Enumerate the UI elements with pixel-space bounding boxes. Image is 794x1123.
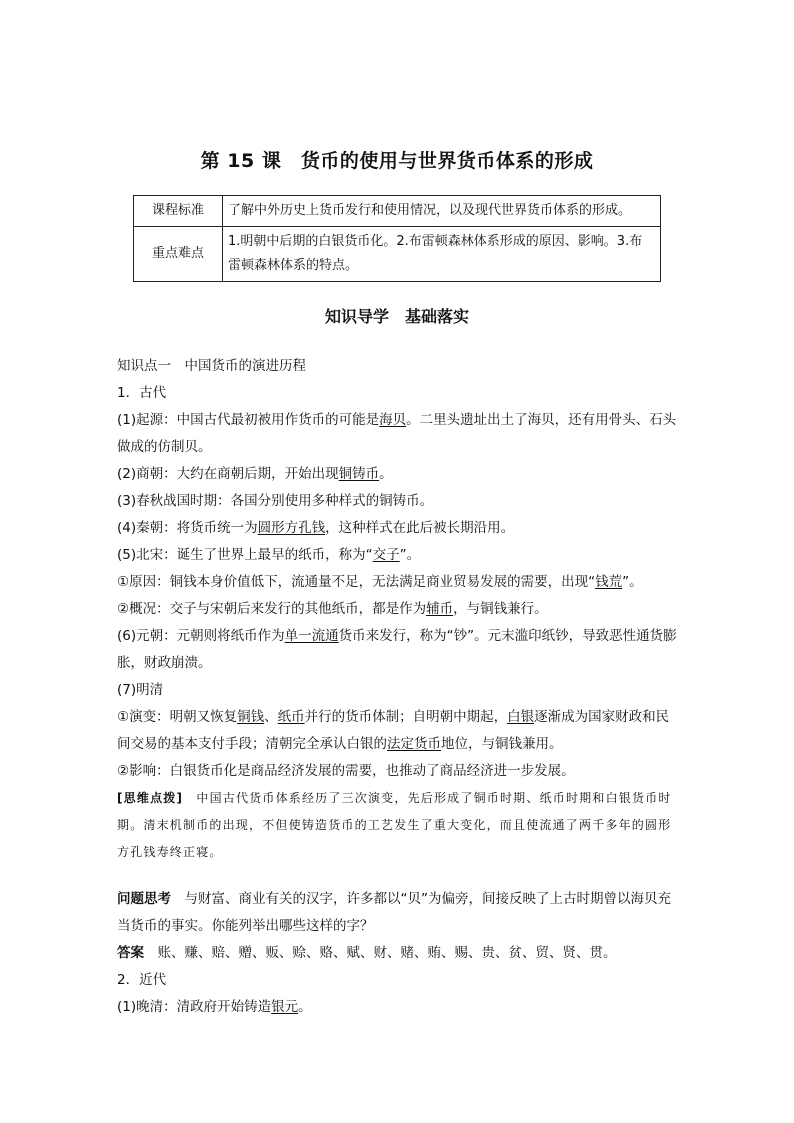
paragraph-shang: (2)商朝：大约在商朝后期，开始出现铜铸币。	[117, 466, 393, 482]
paragraph-origin: (1)起源：中国古代最初被用作货币的可能是海贝。二里头遗址出土了海贝，还有用骨头、石头做成的仿制贝。	[117, 412, 677, 455]
paragraph-ming-qing: (7)明清	[117, 682, 164, 698]
answer-underline: 辅币	[426, 601, 454, 617]
lesson-title: 第 15 课 货币的使用与世界货币体系的形成	[200, 150, 594, 172]
paragraph-late-qing: (1)晚清：清政府开始铸造银元。	[117, 999, 312, 1015]
answer-block: 答案 账、赚、赔、赠、贩、赊、赂、赋、财、赌、贿、赐、贵、贫、贸、贤、贯。	[117, 945, 617, 961]
answer-underline: 铜铸币	[338, 466, 380, 482]
question-block: 问题思考 与财富、商业有关的汉字，许多都以“贝”为偏旁，间接反映了上古时期曾以海贝充当货币的事实。你能列举出哪些这样的字？	[117, 891, 671, 934]
answer-underline: 纸币	[277, 709, 305, 725]
answer-underline: 银元	[271, 999, 299, 1015]
knowledge-point-heading: 知识点一 中国货币的演进历程	[117, 358, 306, 374]
subheading-modern: 2．近代	[117, 972, 167, 988]
paragraph-yuan: (6)元朝：元朝则将纸币作为单一流通货币来发行，称为“钞”。元末滥印纸钞，导致恶性通货膨胀，财政崩溃。	[117, 628, 677, 671]
paragraph-spring-autumn: (3)春秋战国时期：各国分别使用多种样式的铜铸币。	[117, 493, 434, 509]
row-label: 课程标准	[134, 196, 223, 227]
course-standard-table	[133, 195, 661, 282]
table-row	[134, 227, 661, 282]
document-body	[117, 353, 682, 1021]
row-label: 重点难点	[134, 227, 223, 282]
row-text: 了解中外历史上货币发行和使用情况，以及现代世界货币体系的形成。	[223, 196, 661, 227]
thinking-tip: [思维点拨] 中国古代货币体系经历了三次演变，先后形成了铜币时期、纸币时期和白银货币时期。清末机制币的出现，不但使铸造货币的工艺发生了重大变化，而且使流通了两千多年的圆形方孔钱寿终正寝。	[117, 791, 672, 859]
section-title: 知识导学 基础落实	[324, 307, 469, 326]
answer-underline: 圆形方孔钱	[257, 520, 326, 536]
answer-underline: 单一流通	[284, 628, 339, 644]
row-text: 1.明朝中后期的白银货币化。2.布雷顿森林体系形成的原因、影响。3.布雷顿森林体系的特点。	[223, 227, 661, 282]
tip-label: [思维点拨]	[117, 791, 184, 805]
subheading-ancient: 1．古代	[117, 385, 167, 401]
answer-underline: 海贝	[379, 412, 407, 428]
answer-label: 答案	[117, 945, 144, 961]
answer-underline: 钱荒	[595, 574, 623, 590]
spacer	[117, 866, 682, 886]
table-row	[134, 196, 661, 227]
paragraph-impact: ②影响：白银货币化是商品经济发展的需要，也推动了商品经济进一步发展。	[117, 763, 575, 779]
answer-underline: 交子	[372, 547, 400, 563]
paragraph-qin: (4)秦朝：将货币统一为圆形方孔钱，这种样式在此后被长期沿用。	[117, 520, 515, 536]
answer-underline: 铜钱	[237, 709, 265, 725]
paragraph-evolution: ①演变：明朝又恢复铜钱、纸币并行的货币体制；自明朝中期起，白银逐渐成为国家财政和民间交易的基本支付手段；清朝完全承认白银的法定货币地位，与铜钱兼用。	[117, 709, 670, 752]
paragraph-overview: ②概况：交子与宋朝后来发行的其他纸币，都是作为辅币，与铜钱兼行。	[117, 601, 548, 617]
paragraph-reason: ①原因：铜钱本身价值低下，流通量不足，无法满足商业贸易发展的需要，出现“钱荒”。	[117, 574, 643, 590]
answer-underline: 法定货币	[387, 736, 441, 752]
paragraph-northern-song: (5)北宋：诞生了世界上最早的纸币，称为“交子”。	[117, 547, 421, 563]
answer-underline: 白银	[507, 709, 535, 725]
question-label: 问题思考	[117, 891, 171, 907]
